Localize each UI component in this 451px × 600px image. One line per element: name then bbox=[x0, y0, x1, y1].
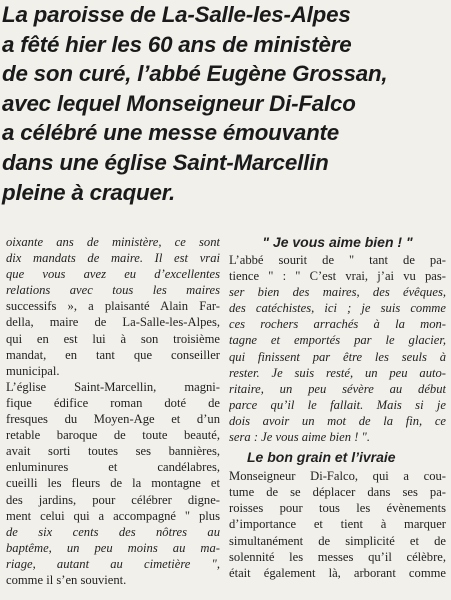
text-line: qui en est lui à son troisième bbox=[6, 331, 220, 346]
text-line: avait sorti toutes ses bannières, bbox=[6, 444, 220, 459]
text-line: parce qu’il le fallait. Mais si je bbox=[229, 397, 446, 412]
text-line: ment celui qui a accompagné " plus bbox=[6, 508, 220, 523]
headline-line: a fêté hier les 60 ans de ministère bbox=[2, 31, 352, 57]
text-line: retable baroque de toute beauté, bbox=[6, 428, 220, 443]
text-line: baptême, un peu moins au ma- bbox=[6, 540, 220, 555]
article-paragraph bbox=[229, 252, 446, 445]
text-line: enluminures et candélabres, bbox=[6, 460, 220, 475]
article-column-left bbox=[6, 234, 220, 588]
text-line: municipal. bbox=[6, 363, 60, 378]
text-line: fique édifice roman doté de bbox=[6, 395, 220, 410]
text-line: de six cents des nôtres au bbox=[6, 524, 220, 539]
text-line: rester. Je suis resté, un peu auto- bbox=[229, 365, 446, 380]
headline-line: a célébré une messe émouvante bbox=[2, 120, 339, 146]
text-line: cueilli les fleurs de la montagne et bbox=[6, 476, 220, 491]
text-line: roisses pour tous les évènements bbox=[229, 501, 446, 516]
text-line: des catéchistes, ici ; je suis comme bbox=[229, 301, 446, 316]
headline-line: dans une église Saint-Marcellin bbox=[2, 149, 329, 175]
text-line: dix mandats de maire. Il est vrai bbox=[6, 251, 220, 266]
text-line: riage, autant au cimetière ", bbox=[6, 556, 220, 571]
article-headline bbox=[2, 0, 451, 207]
text-line: dois avoir un mot de la fin, ce bbox=[229, 413, 446, 428]
text-line: oixante ans de ministère, ce sont bbox=[6, 235, 220, 249]
article-paragraph bbox=[229, 468, 446, 581]
text-line: ritaire, un peu sévère au début bbox=[229, 381, 446, 396]
text-line: tience " : " C’est vrai, j’ai vu pas- bbox=[229, 269, 446, 284]
text-line: della, maire de La-Salle-les-Alpes, bbox=[6, 315, 220, 330]
headline-line: pleine à craquer. bbox=[2, 179, 175, 205]
text-line: d’importance et tient à marquer bbox=[229, 517, 446, 532]
text-line: tagne et emportés par le glacier, bbox=[229, 333, 446, 348]
headline-line: avec lequel Monseigneur Di-Falco bbox=[2, 90, 356, 116]
text-line: solennité les messes qu’il célèbre, bbox=[229, 549, 446, 564]
text-line: mandat, en tant que conseiller bbox=[6, 347, 220, 362]
text-line: comme il s’en souvient. bbox=[6, 572, 127, 587]
text-line: ces rochers arrachés à la mon- bbox=[229, 317, 446, 332]
text-line: L’abbé sourit de " tant de pa- bbox=[229, 253, 446, 267]
section-subheading: Le bon grain et l’ivraie bbox=[247, 449, 396, 466]
headline-line: de son curé, l’abbé Eugène Grossan, bbox=[2, 61, 388, 87]
text-line: successifs », a plaisanté Alain Far- bbox=[6, 299, 220, 314]
text-line: L’église Saint-Marcellin, magni- bbox=[6, 379, 220, 394]
text-line: tume de se déplacer dans ses pa- bbox=[229, 485, 446, 500]
text-line: était également là, arborant comme bbox=[229, 565, 446, 580]
article-column-right bbox=[229, 234, 446, 581]
section-subheading: " Je vous aime bien ! " bbox=[262, 234, 413, 250]
text-line: fresques du Moyen-Age et d’un bbox=[6, 412, 220, 427]
text-line: relations avec tous les maires bbox=[6, 283, 220, 298]
text-line: des jardins, pour célébrer digne- bbox=[6, 492, 220, 507]
text-line: que vous avez eu d’excellentes bbox=[6, 267, 220, 282]
text-line: simultanément de simplicité et de bbox=[229, 533, 446, 548]
text-line: qui finissent par être les seuls à bbox=[229, 349, 446, 364]
text-line: sera : Je vous aime bien ! ". bbox=[229, 430, 370, 445]
text-line: ser bien des maires, des évêques, bbox=[229, 285, 446, 300]
headline-line: La paroisse de La-Salle-les-Alpes bbox=[2, 2, 351, 27]
text-line: Monseigneur Di-Falco, qui a cou- bbox=[229, 469, 446, 484]
